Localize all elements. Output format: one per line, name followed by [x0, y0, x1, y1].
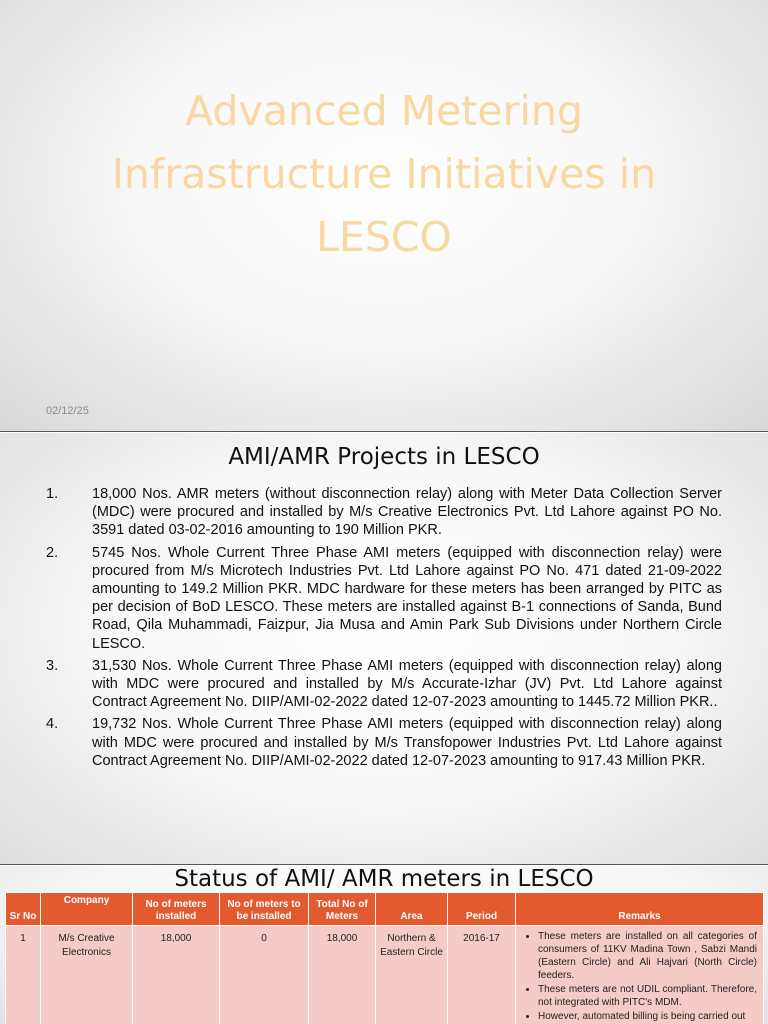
list-item: 2. 5745 Nos. Whole Current Three Phase AMI meters (equipped with disconnection relay) were procured from M/s Microtech Industries Pvt. Ltd Lahore against PO No. 471 dated 21-09-2022 amounting to 149.2 Million PKR. MDC hardware for these meters has been arranged by PITC as per decision of BoD LESCO. These meters are installed against B-1 connections of Sanda, Bund Road, Qila Muhammadi, Faizpur, Jia Musa and Amin Park Sub Divisions under Northern Circle LESCO. [46, 544, 722, 652]
header-period: Period [448, 893, 516, 926]
slide-title: Advanced Metering Infrastructure Initiatives in LESCO [111, 87, 657, 261]
list-item: 4. 19,732 Nos. Whole Current Three Phase AMI meters (equipped with disconnection relay) along with MDC were procured and installed by M/s Transfopower Industries Pvt. Ltd Lahore against Contract Agreement No. DIIP/AMI-02-2022 dated 12-07-2023 amounting to 917.43 Million PKR. [46, 716, 722, 769]
cell-total: 18,000 [309, 926, 376, 1024]
remarks-list [520, 930, 757, 1023]
cell-area: Northern & Eastern Circle [376, 926, 448, 1024]
slide-date: 02/12/25 [46, 405, 89, 417]
table-header-row [6, 893, 764, 926]
title-slide [0, 0, 768, 432]
header-total: Total No of Meters [309, 893, 376, 926]
cell-company: M/s Creative Electronics [41, 926, 133, 1024]
projects-title: AMI/AMR Projects in LESCO [228, 444, 540, 470]
list-item: 1. 18,000 Nos. AMR meters (without disconnection relay) along with Meter Data Collection Server (MDC) were procured and installed by M/s Creative Electronics Pvt. Ltd Lahore against PO No. 3591 dated 03-02-2016 amounting to 190 Million PKR. [46, 486, 722, 539]
cell-sr: 1 [6, 926, 41, 1024]
remark-item: • However, automated billing is being carried out [538, 1010, 757, 1023]
header-remarks: Remarks [516, 893, 764, 926]
cell-remarks [516, 926, 764, 1024]
status-slide [0, 866, 768, 1024]
header-company: Company [41, 893, 133, 926]
cell-to-install: 0 [220, 926, 309, 1024]
list-item: 3. 31,530 Nos. Whole Current Three Phase AMI meters (equipped with disconnection relay) along with MDC were procured and installed by M/s Accurate-Izhar (JV) Pvt. Ltd Lahore against Contract Agreement No. DIIP/AMI-02-2022 dated 12-07-2023 amounting to 1445.72 Million PKR.. [46, 657, 722, 711]
remark-item: • These meters are installed on all categories of consumers of 11KV Madina Town , Sabzi Mandi (Eastern Circle) and Ali Hajvari (North Circle) feeders. [538, 930, 757, 982]
table-row [6, 926, 764, 1024]
header-to-install: No of meters to be installed [220, 893, 309, 926]
header-area: Area [376, 893, 448, 926]
status-table [5, 892, 764, 1024]
projects-list [40, 485, 722, 774]
status-title: Status of AMI/ AMR meters in LESCO [174, 866, 594, 892]
projects-slide [0, 433, 768, 865]
remark-item: • These meters are not UDIL compliant. Therefore, not integrated with PITC's MDM. [538, 983, 757, 1009]
cell-installed: 18,000 [133, 926, 220, 1024]
header-sr: Sr No [6, 893, 41, 926]
cell-period: 2016-17 [448, 926, 516, 1024]
header-installed: No of meters installed [133, 893, 220, 926]
